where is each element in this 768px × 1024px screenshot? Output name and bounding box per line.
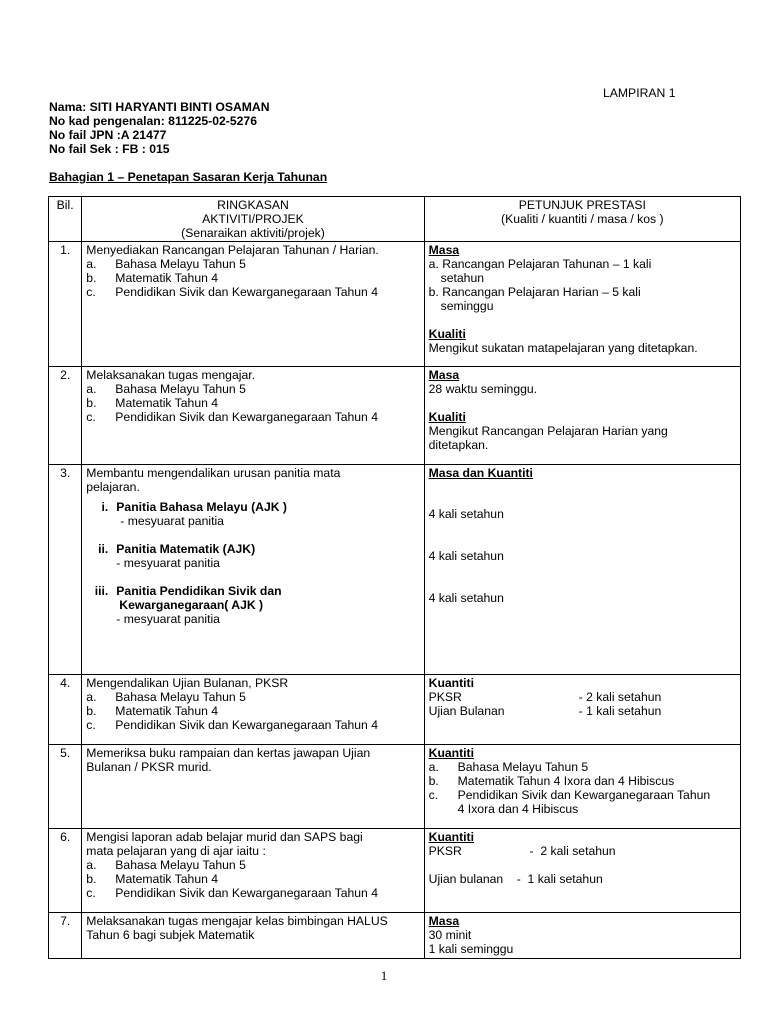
indicator-heading: Masa [428,243,460,257]
activity-title: Melaksanakan tugas mengajar kelas bimbingan HALUS [86,914,388,928]
table-row [49,367,741,465]
panitia-sub: - mesyuarat panitia [116,556,220,570]
indicator-line: 4 kali setahun [428,591,504,605]
indicator-line: ditetapkan. [428,438,489,452]
activity-item: b. Matematik Tahun 4 [86,872,219,886]
panitia-sub: - mesyuarat panitia [116,612,220,626]
activity-item: b. Matematik Tahun 4 [86,704,219,718]
header-ringkasan-line: AKTIVITI/PROJEK [202,212,304,226]
row-number: 7. [49,913,82,959]
indicator-heading: Masa [428,914,460,928]
row-activity [82,745,424,829]
activity-item: b. Matematik Tahun 4 [86,271,219,285]
section-title: Bahagian 1 – Penetapan Sasaran Kerja Tahunan [49,170,328,184]
panitia-item-cont: Kewarganegaraan( AJK ) [119,598,264,612]
indicator-line: PKSR - 2 kali setahun [428,690,662,704]
indicator-line: 4 kali setahun [428,549,504,563]
row-indicator [424,367,740,465]
row-indicator [424,465,740,675]
activity-title: Tahun 6 bagi subjek Matematik [86,928,255,942]
row-activity [82,829,424,913]
row-indicator [424,829,740,913]
fail-jpn-line: No fail JPN :A 21477 [49,128,167,142]
row-activity [82,367,424,465]
indicator-line: Ujian Bulanan - 1 kali setahun [428,704,662,718]
indicator-line: PKSR - 2 kali setahun [428,844,616,858]
lampiran-label: LAMPIRAN 1 [603,86,676,100]
activity-title: Memeriksa buku rampaian dan kertas jawapan Ujian [86,746,371,760]
panitia-sub: - mesyuarat panitia [120,514,224,528]
activity-item: a. Bahasa Melayu Tahun 5 [86,257,246,271]
indicator-line: seminggu [440,299,494,313]
table-row [49,829,741,913]
activity-item: c. Pendidikan Sivik dan Kewarganegaraan Tahun 4 [86,718,378,732]
indicator-line: b. Rancangan Pelajaran Harian – 5 kali [428,285,641,299]
header-ringkasan [82,197,424,242]
indicator-line: a. Bahasa Melayu Tahun 5 [428,760,589,774]
kad-pengenalan-line: No kad pengenalan: 811225-02-5276 [49,114,257,128]
activity-item: c. Pendidikan Sivik dan Kewarganegaraan Tahun 4 [86,410,378,424]
activity-title: mata pelajaran yang di ajar iaitu : [86,844,266,858]
indicator-heading: Masa [428,368,460,382]
activity-title: Mengisi laporan adab belajar murid dan SAPS bagi [86,830,363,844]
indicator-line: a. Rancangan Pelajaran Tahunan – 1 kali [428,257,652,271]
activity-item: b. Matematik Tahun 4 [86,396,219,410]
activity-title: Bulanan / PKSR murid. [86,760,212,774]
header-ringkasan-line: RINGKASAN [217,198,289,212]
indicator-heading: Kualiti [428,410,466,424]
table-row [49,913,741,959]
activity-title: Melaksanakan tugas mengajar. [86,368,255,382]
indicator-heading: Kuantiti [428,746,474,760]
row-activity [82,675,424,745]
indicator-heading: Kualiti [428,327,466,341]
indicator-line: Ujian bulanan - 1 kali setahun [428,872,603,886]
indicator-line: Mengikut Rancangan Pelajaran Harian yang [428,424,668,438]
activity-title: Mengendalikan Ujian Bulanan, PKSR [86,676,289,690]
nama-line: Nama: SITI HARYANTI BINTI OSAMAN [49,100,270,114]
activity-title: pelajaran. [86,480,140,494]
indicator-heading: Masa dan Kuantiti [428,466,533,480]
row-number: 1. [49,242,82,367]
indicator-heading: Kuantiti [428,676,474,690]
table-row [49,675,741,745]
header-bil: Bil. [49,197,82,242]
page-number: 1 [380,968,388,983]
indicator-line: 28 waktu seminggu. [428,382,538,396]
row-activity [82,913,424,959]
fail-sek-line: No fail Sek : FB : 015 [49,142,170,156]
row-number: 5. [49,745,82,829]
row-indicator [424,675,740,745]
indicator-line: 4 kali setahun [428,507,504,521]
header-petunjuk-line: PETUNJUK PRESTASI [518,198,646,212]
header-petunjuk [424,197,740,242]
activity-title: Menyediakan Rancangan Pelajaran Tahunan / Harian. [86,243,379,257]
sasaran-kerja-table [48,196,741,959]
indicator-line: 4 Ixora dan 4 Hibiscus [457,802,579,816]
header-ringkasan-line: (Senaraikan aktiviti/projek) [181,226,325,240]
row-indicator [424,913,740,959]
activity-title: Membantu mengendalikan urusan panitia mata [86,466,341,480]
activity-item: c. Pendidikan Sivik dan Kewarganegaraan Tahun 4 [86,285,378,299]
panitia-item: ii. Panitia Matematik (AJK) [98,542,256,556]
indicator-heading: Kuantiti [428,830,474,844]
indicator-line: setahun [440,271,485,285]
panitia-item: iii. Panitia Pendidikan Sivik dan [94,584,282,598]
row-indicator [424,745,740,829]
indicator-line: c. Pendidikan Sivik dan Kewarganegaraan Tahun [428,788,711,802]
row-activity [82,242,424,367]
row-indicator [424,242,740,367]
activity-item: a. Bahasa Melayu Tahun 5 [86,382,246,396]
indicator-line: 30 minit [428,928,472,942]
table-row [49,242,741,367]
table-header-row [49,197,741,242]
row-number: 6. [49,829,82,913]
indicator-line: 1 kali seminggu [428,942,514,956]
activity-item: a. Bahasa Melayu Tahun 5 [86,858,246,872]
row-activity [82,465,424,675]
table-row [49,465,741,675]
header-petunjuk-line: (Kualiti / kuantiti / masa / kos ) [501,212,664,226]
row-number: 4. [49,675,82,745]
activity-item: c. Pendidikan Sivik dan Kewarganegaraan Tahun 4 [86,886,378,900]
indicator-line: b. Matematik Tahun 4 Ixora dan 4 Hibiscus [428,774,675,788]
indicator-line: Mengikut sukatan matapelajaran yang ditetapkan. [428,341,698,355]
row-number: 3. [49,465,82,675]
panitia-item: i. Panitia Bahasa Melayu (AJK ) [101,500,287,514]
activity-item: a. Bahasa Melayu Tahun 5 [86,690,246,704]
row-number: 2. [49,367,82,465]
table-row [49,745,741,829]
